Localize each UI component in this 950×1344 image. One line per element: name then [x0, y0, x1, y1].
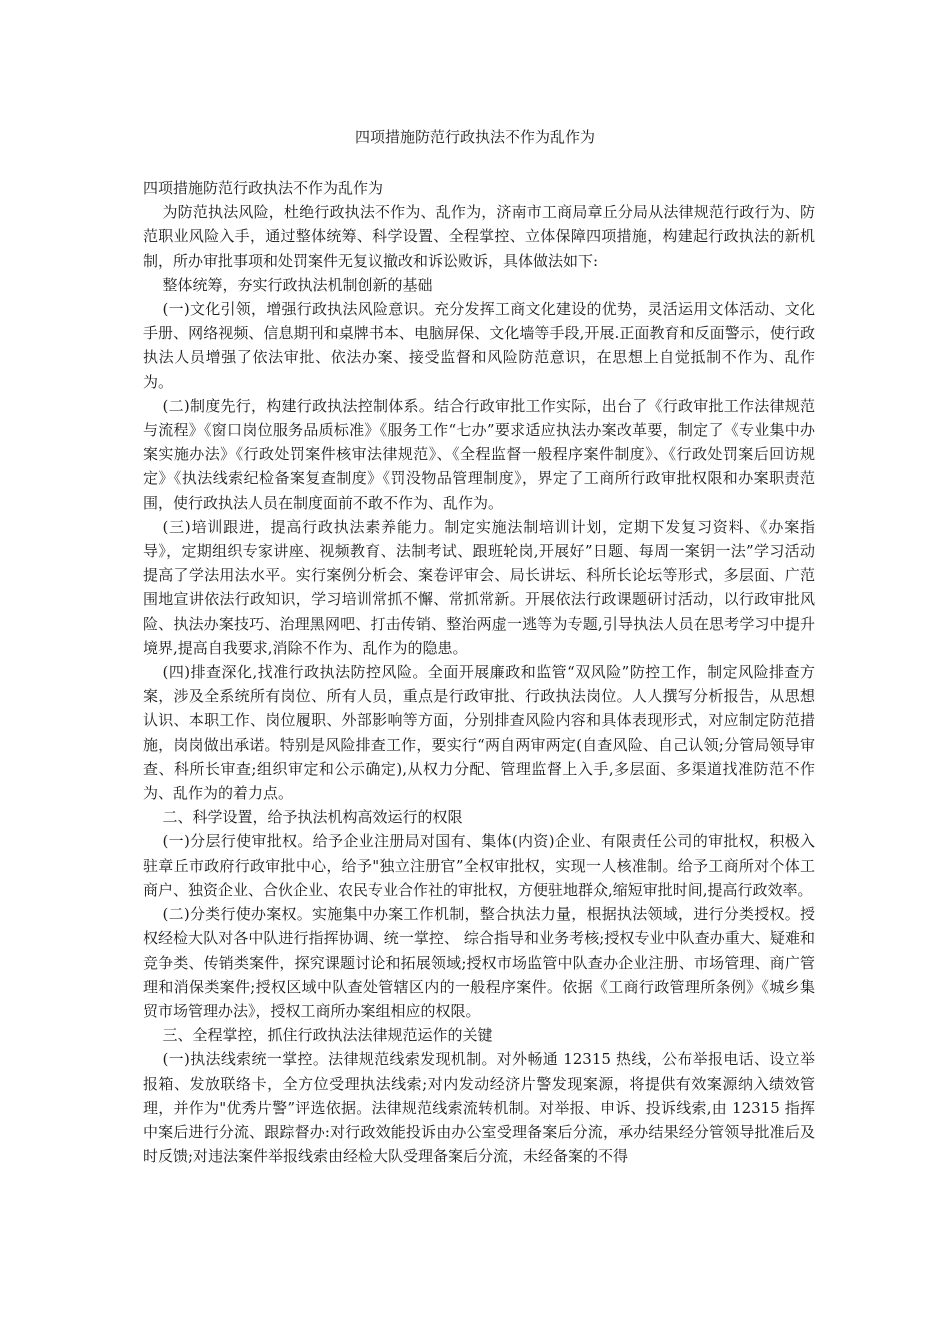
paragraph-1-4: (四)排查深化,找准行政执法防控风险。全面开展廉政和监管“双风险”防控工作，制定风险排查方案，涉及全系统所有岗位、所有人员，重点是行政审批、行政执法岗位。人人撰写分析报告，从思想认识、本职工作、岗位履职、外部影响等方面，分别排查风险内容和具体表现形式，对应制定防范措施，岗岗做出承诺。特别是风险排查工作，要实行“两自两审两定(自查风险、自己认领;分管局领导审查、科所长审查;组织审定和公示确定),从权力分配、管理监督上入手,多层面、多渠道找准防范不作为、乱作为的着力点。 [143, 663, 815, 803]
paragraph-2-2: (二)分类行使办案权。实施集中办案工作机制，整合执法力量，根据执法领域，进行分类授权。授权经检大队对各中队进行指挥协调、统一掌控、 综合指导和业务考核;授权专业中队查办重大、疑难和竞争类、传销类案件，探究课题讨论和拓展领域;授权市场监管中队查办企业注册、市场管理、商广管理和消保类案件;授权区域中队查处管辖区内的一般程序案件。依据《工商行政管理所条例》《城乡集贸市场管理办法》，授权工商所办案组相应的权限。 [143, 905, 815, 1020]
paragraph-1-3: (三)培训跟进，提高行政执法素养能力。制定实施法制培训计划，定期下发复习资料、《办案指导》，定期组织专家讲座、视频教育、法制考试、跟班轮岗,开展好”日题、每周一案钥一法”学习活动提高了学法用法水平。实行案例分析会、案卷评审会、局长讲坛、科所长论坛等形式，多层面、广范围地宣讲依法行政知识，学习培训常抓不懈、常抓常新。开展依法行政课题研讨活动，以行政审批风险、执法办案技巧、治理黑网吧、打击传销、整治两虚一逃等为专题,引导执法人员在思考学习中提升境界,提高自我要求,消除不作为、乱作为的隐患。 [143, 517, 815, 657]
document-title: 四项措施防范行政执法不作为乱作为 [354, 128, 595, 146]
paragraph-1-2: (二)制度先行，构建行政执法控制体系。结合行政审批工作实际，出台了《行政审批工作法律规范与流程》《窗口岗位服务品质标准》《服务工作“七办”要求适应执法办案改革要，制定了《专业集中办案实施办法》《行政处罚案件核审法律规范》、《全程监督一般程序案件制度》、《行政处罚案后回访规定》《执法线索纪检备案复查制度》《罚没物品管理制度》，界定了工商所行政审批权限和办案职责范围，使行政执法人员在制度面前不敢不作为、乱作为。 [143, 396, 815, 512]
paragraph-2-1: (一)分层行使审批权。给予企业注册局对国有、集体(内资)企业、有限责任公司的审批权，积极入驻章丘市政府行政审批中心，给予"独立注册官”全权审批权，实现一人核准制。给予工商所对个体工商户、独资企业、合伙企业、农民专业合作社的审批权，方便驻地群众,缩短审批时间,提高行政效率。 [143, 832, 815, 899]
section-heading-3: 三、全程掌控，抓住行政执法法律规范运作的关键 [162, 1026, 493, 1045]
paragraph-intro: 为防范执法风险，杜绝行政执法不作为、乱作为，济南市工商局章丘分局从法律规范行政行为、防范职业风险入手，通过整体统筹、科学设置、全程掌控、立体保障四项措施，构建起行政执法的新机制，所办审批事项和处罚案件无复议撤改和诉讼败诉，具体做法如下: [143, 203, 815, 270]
paragraph-3-1: (一)执法线索统一掌控。法律规范线索发现机制。对外畅通 12315 热线，公布举报电话、设立举报箱、发放联络卡，全方位受理执法线索;对内发动经济片警发现案源，将提供有效案源纳入绩效管理，并作为"优秀片警”评选依据。法律规范线索流转机制。对举报、申诉、投诉线索,由 12315 指挥中案后进行分流、跟踪督办:对行政效能投诉由办公室受理备案后分流，承办结果经分管领导批准后及时反馈;对违法案件举报线索由经检大队受理备案后分流，未经备案的不得 [143, 1050, 815, 1166]
paragraph-1-1: (一)文化引领，增强行政执法风险意识。充分发挥工商文化建设的优势，灵活运用文体活动、文化手册、网络视频、信息期刊和桌牌书本、电脑屏保、文化墙等手段,开展.正面教育和反面警示，使行政执法人员增强了依法审批、依法办案、接受监督和风险防范意识，在思想上自觉抵制不作为、乱作为。 [143, 300, 815, 391]
document-subtitle: 四项措施防范行政执法不作为乱作为 [143, 179, 384, 197]
section-heading-2: 二、科学设置，给予执法机构高效运行的权限 [162, 808, 463, 827]
section-heading-1: 整体统筹，夯实行政执法机制创新的基础 [162, 275, 433, 294]
document-body [143, 176, 815, 1168]
